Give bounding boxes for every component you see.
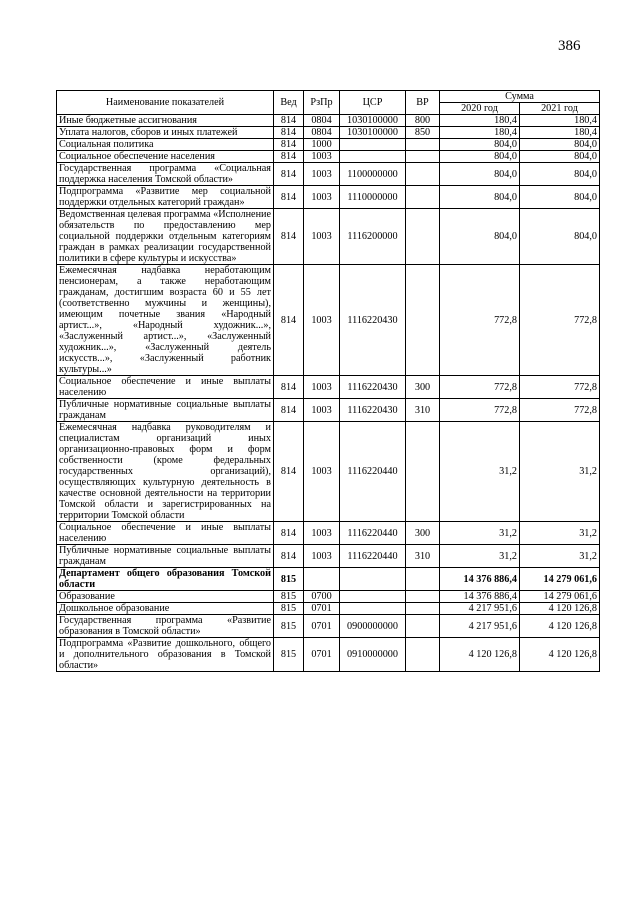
cell-ved: 814: [274, 127, 304, 139]
cell-ved: 814: [274, 186, 304, 209]
cell-2020: 4 217 951,6: [440, 615, 520, 638]
cell-csr: [340, 603, 406, 615]
cell-vr: 310: [406, 399, 440, 422]
cell-name: Государственная программа «Социальная поддержка населения Томской области»: [57, 163, 274, 186]
cell-ved: 814: [274, 399, 304, 422]
cell-name: Ведомственная целевая программа «Исполнение обязательств по предоставлению мер социальной поддержки отдельным категориям граждан в рамках реализации государственной политики в сфере культуры и искусства»: [57, 209, 274, 265]
cell-2020: 772,8: [440, 265, 520, 376]
cell-vr: 850: [406, 127, 440, 139]
cell-2021: 4 120 126,8: [520, 615, 600, 638]
table-row: [57, 615, 600, 638]
table-row: [57, 186, 600, 209]
cell-ved: 814: [274, 265, 304, 376]
cell-2021: 772,8: [520, 265, 600, 376]
cell-csr: 1116220440: [340, 545, 406, 568]
cell-name: Публичные нормативные социальные выплаты гражданам: [57, 545, 274, 568]
cell-name: Ежемесячная надбавка руководителям и специалистам организаций иных организационно-правовых форм и форм собственности (кроме федеральных государственных организаций), осуществляющих культурную деятельность в качестве основной деятельности на территории Томской области и зарегистрированных на территории Томской области: [57, 422, 274, 522]
cell-name: Образование: [57, 591, 274, 603]
header-year-2021: 2021 год: [520, 103, 600, 115]
cell-vr: 800: [406, 115, 440, 127]
cell-2020: 31,2: [440, 422, 520, 522]
cell-rzpr: 1000: [304, 139, 340, 151]
cell-csr: 1116220430: [340, 376, 406, 399]
cell-2021: 180,4: [520, 127, 600, 139]
cell-vr: [406, 568, 440, 591]
cell-rzpr: 1003: [304, 522, 340, 545]
cell-vr: [406, 151, 440, 163]
cell-vr: [406, 209, 440, 265]
cell-csr: 0910000000: [340, 638, 406, 672]
cell-csr: 1030100000: [340, 127, 406, 139]
cell-vr: [406, 139, 440, 151]
cell-csr: 0900000000: [340, 615, 406, 638]
cell-rzpr: 1003: [304, 376, 340, 399]
cell-ved: 814: [274, 522, 304, 545]
cell-ved: 814: [274, 376, 304, 399]
cell-2021: 31,2: [520, 422, 600, 522]
header-csr: ЦСР: [340, 91, 406, 115]
cell-csr: 1100000000: [340, 163, 406, 186]
cell-csr: [340, 591, 406, 603]
table-row: [57, 139, 600, 151]
cell-name: Социальная политика: [57, 139, 274, 151]
cell-ved: 814: [274, 139, 304, 151]
page-number: 386: [558, 38, 581, 54]
cell-name: Социальное обеспечение населения: [57, 151, 274, 163]
table-row: [57, 209, 600, 265]
cell-vr: [406, 638, 440, 672]
cell-csr: [340, 151, 406, 163]
cell-name: Уплата налогов, сборов и иных платежей: [57, 127, 274, 139]
cell-vr: [406, 163, 440, 186]
cell-2020: 31,2: [440, 522, 520, 545]
cell-2020: 804,0: [440, 209, 520, 265]
table-row: [57, 603, 600, 615]
cell-name: Ежемесячная надбавка неработающим пенсионерам, а также неработающим гражданам, достигшим возраста 60 и 55 лет (соответственно мужчины и женщины), имеющим почетные звания «Народный артист...», «Народный художник...», «Заслуженный артист...», «Заслуженный художник...», «Заслуженный деятель искусств...», «Заслуженный работник культуры...»: [57, 265, 274, 376]
cell-2020: 804,0: [440, 163, 520, 186]
cell-vr: [406, 265, 440, 376]
table-row: [57, 522, 600, 545]
header-vr: ВР: [406, 91, 440, 115]
table-body: [57, 115, 600, 672]
cell-2021: 804,0: [520, 139, 600, 151]
cell-vr: 310: [406, 545, 440, 568]
cell-rzpr: 1003: [304, 186, 340, 209]
cell-2020: 772,8: [440, 376, 520, 399]
cell-2021: 804,0: [520, 209, 600, 265]
cell-ved: 814: [274, 209, 304, 265]
table-row: [57, 265, 600, 376]
cell-csr: [340, 139, 406, 151]
cell-vr: 300: [406, 376, 440, 399]
budget-table: [56, 90, 600, 672]
cell-2020: 772,8: [440, 399, 520, 422]
cell-vr: [406, 603, 440, 615]
header-rzpr: РзПр: [304, 91, 340, 115]
cell-name: Дошкольное образование: [57, 603, 274, 615]
cell-rzpr: 1003: [304, 151, 340, 163]
cell-2021: 14 279 061,6: [520, 591, 600, 603]
cell-vr: [406, 186, 440, 209]
cell-ved: 815: [274, 591, 304, 603]
cell-rzpr: 1003: [304, 545, 340, 568]
cell-name: Социальное обеспечение и иные выплаты населению: [57, 522, 274, 545]
cell-csr: 1116220440: [340, 422, 406, 522]
cell-2020: 4 120 126,8: [440, 638, 520, 672]
cell-2021: 14 279 061,6: [520, 568, 600, 591]
cell-2020: 14 376 886,4: [440, 568, 520, 591]
cell-ved: 814: [274, 422, 304, 522]
table-row: [57, 591, 600, 603]
cell-2021: 31,2: [520, 545, 600, 568]
cell-2021: 31,2: [520, 522, 600, 545]
cell-2020: 180,4: [440, 115, 520, 127]
cell-ved: 815: [274, 568, 304, 591]
cell-ved: 814: [274, 545, 304, 568]
cell-csr: 1116200000: [340, 209, 406, 265]
cell-csr: 1116220430: [340, 265, 406, 376]
header-ved: Вед: [274, 91, 304, 115]
cell-vr: 300: [406, 522, 440, 545]
cell-rzpr: 0804: [304, 127, 340, 139]
cell-vr: [406, 591, 440, 603]
cell-ved: 814: [274, 115, 304, 127]
cell-name: Государственная программа «Развитие образования в Томской области»: [57, 615, 274, 638]
cell-rzpr: 1003: [304, 422, 340, 522]
cell-2021: 180,4: [520, 115, 600, 127]
cell-2020: 180,4: [440, 127, 520, 139]
cell-name: Подпрограмма «Развитие мер социальной поддержки отдельных категорий граждан»: [57, 186, 274, 209]
cell-name: Публичные нормативные социальные выплаты гражданам: [57, 399, 274, 422]
cell-rzpr: 0700: [304, 591, 340, 603]
cell-2021: 804,0: [520, 186, 600, 209]
cell-2021: 804,0: [520, 163, 600, 186]
cell-ved: 815: [274, 638, 304, 672]
table-row: [57, 115, 600, 127]
table-row: [57, 638, 600, 672]
header-sum: Сумма: [440, 91, 600, 103]
table-row: [57, 422, 600, 522]
table-row: [57, 545, 600, 568]
cell-2020: 804,0: [440, 151, 520, 163]
cell-vr: [406, 422, 440, 522]
cell-ved: 815: [274, 603, 304, 615]
cell-vr: [406, 615, 440, 638]
cell-rzpr: 0701: [304, 615, 340, 638]
cell-2020: 14 376 886,4: [440, 591, 520, 603]
cell-2020: 4 217 951,6: [440, 603, 520, 615]
cell-2021: 804,0: [520, 151, 600, 163]
table-row: [57, 568, 600, 591]
cell-csr: 1116220440: [340, 522, 406, 545]
table-row: [57, 376, 600, 399]
cell-ved: 815: [274, 615, 304, 638]
cell-ved: 814: [274, 151, 304, 163]
cell-rzpr: 1003: [304, 163, 340, 186]
cell-csr: 1030100000: [340, 115, 406, 127]
cell-2020: 804,0: [440, 139, 520, 151]
table-row: [57, 399, 600, 422]
cell-2021: 4 120 126,8: [520, 638, 600, 672]
cell-2021: 772,8: [520, 399, 600, 422]
cell-2020: 804,0: [440, 186, 520, 209]
table-row: [57, 151, 600, 163]
cell-csr: [340, 568, 406, 591]
header-year-2020: 2020 год: [440, 103, 520, 115]
cell-rzpr: 0701: [304, 603, 340, 615]
cell-name: Социальное обеспечение и иные выплаты населению: [57, 376, 274, 399]
table-row: [57, 127, 600, 139]
table-row: [57, 163, 600, 186]
cell-2021: 4 120 126,8: [520, 603, 600, 615]
cell-csr: 1110000000: [340, 186, 406, 209]
cell-rzpr: 0701: [304, 638, 340, 672]
cell-csr: 1116220430: [340, 399, 406, 422]
cell-2020: 31,2: [440, 545, 520, 568]
cell-name: Иные бюджетные ассигнования: [57, 115, 274, 127]
cell-rzpr: 1003: [304, 209, 340, 265]
cell-rzpr: 1003: [304, 265, 340, 376]
cell-name: Подпрограмма «Развитие дошкольного, общего и дополнительного образования в Томской области»: [57, 638, 274, 672]
header-name: Наименование показателей: [57, 91, 274, 115]
cell-2021: 772,8: [520, 376, 600, 399]
cell-ved: 814: [274, 163, 304, 186]
cell-rzpr: 1003: [304, 399, 340, 422]
cell-rzpr: 0804: [304, 115, 340, 127]
cell-rzpr: [304, 568, 340, 591]
cell-name: Департамент общего образования Томской области: [57, 568, 274, 591]
